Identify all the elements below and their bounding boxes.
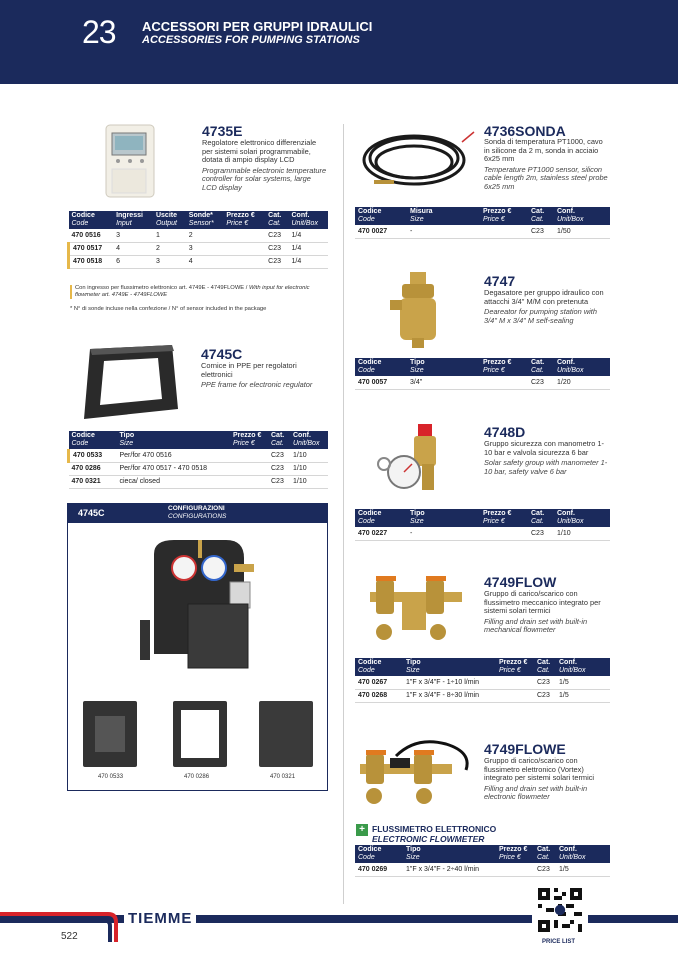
table-header xyxy=(355,509,610,527)
configurations-header xyxy=(68,504,327,523)
column-label-en: Size xyxy=(406,667,420,674)
table-cell: C23 xyxy=(265,242,288,255)
col-code xyxy=(355,658,403,676)
table-cell: 1/50 xyxy=(554,225,610,238)
table-cell xyxy=(496,689,534,702)
desc-it: Regolatore elettronico differenziale per sistemi solari programmabile, dotata di ampio display LCD xyxy=(202,138,317,165)
flowmeter-title-it: FLUSSIMETRO ELETTRONICO xyxy=(372,824,497,834)
col-input xyxy=(113,211,153,229)
column-label-it: Codice xyxy=(71,212,95,219)
column-label-en: Size xyxy=(410,216,424,223)
table-cell: cieca/ closed xyxy=(117,475,231,488)
table-row xyxy=(355,689,610,702)
footer-accent xyxy=(0,912,95,916)
table-cell xyxy=(223,255,265,268)
product-code-4749flowe: 4749FLOWE xyxy=(484,741,566,757)
column-label-en: Code xyxy=(71,440,89,447)
table-cell: C23 xyxy=(528,225,554,238)
col-output xyxy=(153,211,186,229)
safety-group-image xyxy=(376,420,452,498)
column-label-it: Tipo xyxy=(406,846,421,853)
col-type xyxy=(407,509,480,527)
table-row xyxy=(355,376,610,389)
column-label-en: Size xyxy=(406,854,420,861)
col-price xyxy=(496,845,534,863)
col-type xyxy=(403,658,496,676)
frame-label-0286: 470 0286 xyxy=(184,774,210,780)
column-label-en: Unit/Box xyxy=(293,440,320,447)
column-label-it: Conf. xyxy=(291,212,310,219)
col-unit xyxy=(554,509,610,527)
table-cell: 1/10 xyxy=(554,527,610,540)
column-label-en: Size xyxy=(119,440,134,447)
table-cell: 1/20 xyxy=(554,376,610,389)
table-row xyxy=(355,863,610,876)
column-label-it: Misura xyxy=(410,208,433,215)
column-label-en: Unit/Box xyxy=(557,367,584,374)
column-label-it: Codice xyxy=(358,208,382,215)
table-cell xyxy=(480,527,528,540)
table-cell xyxy=(223,242,265,255)
table-cell: 470 0516 xyxy=(69,229,114,242)
configurations-box xyxy=(67,503,328,791)
column-label-en: Cat. xyxy=(537,854,550,861)
table-4736sonda xyxy=(355,207,610,239)
product-desc-4745c: Cornice in PPE per regolatori elettronici PPE frame for electronic regulator xyxy=(201,361,313,390)
table-cell: 470 0267 xyxy=(355,676,403,689)
col-code xyxy=(69,431,117,449)
chapter-title-en: ACCESSORIES FOR PUMPING STATIONS xyxy=(142,34,360,46)
column-label-en: Price € xyxy=(499,854,521,861)
desc-en: Programmable electronic temperature controller for solar systems, large LCD display xyxy=(202,165,327,192)
column-label-en: Code xyxy=(358,518,375,525)
table-cell: C23 xyxy=(528,527,554,540)
col-price xyxy=(480,358,528,376)
column-label-it: Cat. xyxy=(531,208,545,215)
col-code xyxy=(355,207,407,225)
column-label-it: Conf. xyxy=(293,432,311,439)
product-desc-4748d: Gruppo sicurezza con manometro 1-10 bar e valvola sicurezza 6 bar Solar safety group with manometer 1-10 bar, safety valve 6 bar xyxy=(484,439,608,476)
column-label-it: Tipo xyxy=(410,359,425,366)
table-cell: 1/10 xyxy=(290,449,328,462)
frame-label-0321: 470 0321 xyxy=(270,774,296,780)
column-label-en: Input xyxy=(116,220,132,227)
table-cell: C23 xyxy=(534,689,556,702)
col-code xyxy=(355,509,407,527)
table-header xyxy=(69,431,329,449)
table-row xyxy=(355,527,610,540)
col-price xyxy=(496,658,534,676)
col-price xyxy=(480,207,528,225)
column-label-en: Code xyxy=(71,220,89,227)
column-divider xyxy=(343,124,344,904)
table-cell: 6 xyxy=(113,255,153,268)
column-label-en: Code xyxy=(358,854,375,861)
column-label-en: Price € xyxy=(233,440,255,447)
col-price xyxy=(480,509,528,527)
column-label-it: Tipo xyxy=(410,510,425,517)
table-row xyxy=(355,676,610,689)
column-label-en: Code xyxy=(358,216,375,223)
table-4749flowe xyxy=(355,845,610,877)
table-cell: - xyxy=(407,225,480,238)
table-cell: C23 xyxy=(534,863,556,876)
table-cell: C23 xyxy=(268,462,290,475)
deaerator-image xyxy=(388,270,448,350)
configurations-title-it: CONFIGURAZIONI xyxy=(168,505,225,512)
table-cell: C23 xyxy=(268,475,290,488)
table-cell: 1/10 xyxy=(290,462,328,475)
table-cell: 1/4 xyxy=(289,242,329,255)
column-label-en: Unit/Box xyxy=(557,216,584,223)
product-desc-4747: Degasatore per gruppo idraulico con attacchi 3/4" M/M con pretenuta Deareator for pumping station with 3/4" M x 3/4" M self-sealing xyxy=(484,288,604,325)
table-cell: 1/5 xyxy=(556,676,610,689)
table-cell: Per/for 470 0516 xyxy=(117,449,231,462)
table-cell: C23 xyxy=(528,376,554,389)
column-label-it: Tipo xyxy=(119,432,135,439)
column-label-it: Uscite xyxy=(155,212,177,219)
column-label-it: Codice xyxy=(358,659,382,666)
table-cell: C23 xyxy=(268,449,290,462)
table-row xyxy=(69,462,329,475)
product-code-4749flow: 4749FLOW xyxy=(484,574,557,590)
column-label-en: Unit/Box xyxy=(291,220,318,227)
table-4735e xyxy=(67,211,328,269)
column-label-en: Cat. xyxy=(531,367,544,374)
column-label-en: Output xyxy=(155,220,177,227)
column-label-en: Price € xyxy=(483,367,505,374)
table-cell: 1/4 xyxy=(289,229,329,242)
table-cell: 470 0517 xyxy=(69,242,114,255)
table-row xyxy=(69,229,329,242)
table-header xyxy=(355,845,610,863)
col-cat xyxy=(265,211,288,229)
col-unit xyxy=(554,207,610,225)
col-cat xyxy=(528,358,554,376)
column-label-en: Cat. xyxy=(271,440,284,447)
column-label-en: Cat. xyxy=(531,518,544,525)
table-cell: 1 xyxy=(153,229,186,242)
table-cell: 3/4" xyxy=(407,376,480,389)
table-cell xyxy=(223,229,265,242)
column-label-en: Price € xyxy=(499,667,521,674)
configurations-code: 4745C xyxy=(78,508,105,518)
column-label-it: Codice xyxy=(358,510,382,517)
frame-image xyxy=(76,343,180,423)
frame-470-0286-image xyxy=(172,700,228,768)
table-cell: 470 0269 xyxy=(355,863,403,876)
table-4748d xyxy=(355,509,610,541)
table-cell: C23 xyxy=(534,676,556,689)
col-price xyxy=(230,431,268,449)
table-cell xyxy=(480,225,528,238)
table-cell: 470 0268 xyxy=(355,689,403,702)
frame-470-0321-image xyxy=(258,700,314,768)
col-unit xyxy=(556,845,610,863)
flowmeter-title-en: ELECTRONIC FLOWMETER xyxy=(372,834,485,844)
table-cell: 1"F x 3/4"F - 2÷40 l/min xyxy=(403,863,496,876)
qr-code-icon xyxy=(538,888,582,932)
column-label-it: Sonde* xyxy=(188,212,213,219)
col-type xyxy=(117,431,231,449)
price-list-label: PRICE LIST xyxy=(542,939,576,945)
table-row xyxy=(69,449,329,462)
table-cell: 3 xyxy=(113,229,153,242)
frame-label-0533: 470 0533 xyxy=(98,774,124,780)
table-cell: 2 xyxy=(186,229,224,242)
table-cell: 4 xyxy=(186,255,224,268)
table-cell: 1/4 xyxy=(289,255,329,268)
col-unit xyxy=(554,358,610,376)
table-cell: 470 0227 xyxy=(355,527,407,540)
table-row xyxy=(69,255,329,268)
column-label-it: Prezzo € xyxy=(233,432,262,439)
table-cell: 470 0533 xyxy=(69,449,117,462)
column-label-it: Cat. xyxy=(271,432,285,439)
page-header xyxy=(0,0,678,84)
column-label-en: Code xyxy=(358,667,375,674)
table-cell: - xyxy=(407,527,480,540)
col-cat xyxy=(268,431,290,449)
table-cell: 470 0321 xyxy=(69,475,117,488)
col-code xyxy=(355,845,403,863)
column-label-it: Conf. xyxy=(559,659,577,666)
table-cell xyxy=(230,475,268,488)
col-type xyxy=(403,845,496,863)
configurations-title-en: CONFIGURATIONS xyxy=(168,513,227,520)
column-label-it: Cat. xyxy=(268,212,282,219)
column-label-en: Unit/Box xyxy=(559,854,586,861)
product-code-4747: 4747 xyxy=(484,273,516,289)
column-label-it: Cat. xyxy=(531,359,545,366)
table-4745c xyxy=(67,431,328,489)
table-row xyxy=(69,475,329,488)
brand-name: TIEMME xyxy=(124,910,196,927)
table-cell: C23 xyxy=(265,229,288,242)
product-code-4736sonda: 4736SONDA xyxy=(484,123,566,139)
table-header xyxy=(355,658,610,676)
table-cell xyxy=(496,676,534,689)
column-label-it: Cat. xyxy=(531,510,545,517)
table-header xyxy=(355,358,610,376)
product-code-4748d: 4748D xyxy=(484,424,526,440)
col-cat xyxy=(534,658,556,676)
column-label-it: Codice xyxy=(358,846,382,853)
table-cell: 470 0286 xyxy=(69,462,117,475)
table-cell: 3 xyxy=(153,255,186,268)
flow-set-image xyxy=(366,570,466,648)
column-label-it: Conf. xyxy=(557,359,575,366)
flowmeter-icon: + xyxy=(356,824,368,836)
col-price xyxy=(223,211,265,229)
table-row xyxy=(355,225,610,238)
table-header xyxy=(355,207,610,225)
flowe-set-image xyxy=(356,736,474,810)
column-label-en: Price € xyxy=(226,220,249,227)
table-cell: 1"F x 3/4"F - 8÷30 l/min xyxy=(403,689,496,702)
column-label-it: Conf. xyxy=(557,208,575,215)
col-unit xyxy=(290,431,328,449)
brand-logo-icon xyxy=(86,908,126,944)
col-unit xyxy=(289,211,329,229)
col-sensor xyxy=(186,211,224,229)
column-label-en: Price € xyxy=(483,518,505,525)
table-cell xyxy=(480,376,528,389)
column-label-it: Cat. xyxy=(537,659,551,666)
table-4747 xyxy=(355,358,610,390)
pumping-station-image xyxy=(134,534,264,674)
column-label-it: Tipo xyxy=(406,659,421,666)
product-desc-4749flowe: Gruppo di carico/scarico con flussimetro elettronico (Vortex) integrato per sistemi solari termici Filling and drain set with built-in electronic flowmeter xyxy=(484,756,595,802)
table-cell xyxy=(230,462,268,475)
col-cat xyxy=(528,509,554,527)
col-type xyxy=(407,358,480,376)
column-label-en: Unit/Box xyxy=(557,518,584,525)
column-label-en: Cat. xyxy=(531,216,544,223)
column-label-it: Conf. xyxy=(559,846,577,853)
column-label-en: Code xyxy=(358,367,375,374)
sensor-cable-image xyxy=(358,122,480,196)
column-label-en: Cat. xyxy=(268,220,281,227)
product-desc-4736sonda: Sonda di temperatura PT1000, cavo in silicone da 2 m, sonda in acciaio 6x25 mm Temperature PT1000 sensor, silicon cable length 2m, stainless steel probe 6x25 mm xyxy=(484,137,608,191)
col-code xyxy=(355,358,407,376)
table-cell: 1/5 xyxy=(556,863,610,876)
column-label-en: Size xyxy=(410,367,424,374)
table-4749flow xyxy=(355,658,610,703)
column-label-it: Prezzo € xyxy=(226,212,255,219)
column-label-it: Ingressi xyxy=(116,212,143,219)
product-desc-4749flow: Gruppo di carico/scarico con flussimetro meccanico integrato per sistemi solari termici Filling and drain set with built-in mechanical flowmeter xyxy=(484,589,601,635)
table-cell: 3 xyxy=(186,242,224,255)
page-number: 522 xyxy=(61,931,78,942)
table-cell: Per/for 470 0517 - 470 0518 xyxy=(117,462,231,475)
chapter-number: 23 xyxy=(82,14,116,50)
frame-470-0533-image xyxy=(82,700,138,768)
controller-image xyxy=(104,123,156,199)
col-cat xyxy=(528,207,554,225)
column-label-it: Cat. xyxy=(537,846,551,853)
table-cell: 1"F x 3/4"F - 1÷10 l/min xyxy=(403,676,496,689)
col-cat xyxy=(534,845,556,863)
chapter-title-it: ACCESSORI PER GRUPPI IDRAULICI xyxy=(142,19,373,34)
column-label-en: Price € xyxy=(483,216,505,223)
qr-code-container[interactable] xyxy=(532,888,588,938)
table-row xyxy=(69,242,329,255)
column-label-it: Prezzo € xyxy=(483,359,512,366)
col-size xyxy=(407,207,480,225)
col-code xyxy=(69,211,114,229)
table-cell: 2 xyxy=(153,242,186,255)
product-code-4745c: 4745C xyxy=(201,346,243,362)
table-cell xyxy=(496,863,534,876)
column-label-en: Sensor* xyxy=(188,220,214,227)
table-cell: 470 0057 xyxy=(355,376,407,389)
note-flowmeter: Con ingresso per flussimetro elettronico art. 4749E - 4749FLOWE / With input for electronic flowmeter art. 4749E - 4749FLOWE xyxy=(70,285,328,299)
column-label-it: Prezzo € xyxy=(483,510,512,517)
product-desc-4735e xyxy=(202,139,327,193)
column-label-it: Prezzo € xyxy=(483,208,512,215)
table-cell xyxy=(230,449,268,462)
column-label-it: Prezzo € xyxy=(499,659,528,666)
column-label-it: Codice xyxy=(71,432,95,439)
note-sensors: * N° di sonde incluse nella confezione / N° of sensor included in the package xyxy=(70,306,267,312)
column-label-en: Unit/Box xyxy=(559,667,586,674)
col-unit xyxy=(556,658,610,676)
column-label-it: Codice xyxy=(358,359,382,366)
column-label-en: Size xyxy=(410,518,424,525)
table-cell: 1/5 xyxy=(556,689,610,702)
table-header xyxy=(69,211,329,229)
table-cell: 4 xyxy=(113,242,153,255)
product-code-4735e: 4735E xyxy=(202,123,243,139)
table-cell: 1/10 xyxy=(290,475,328,488)
column-label-it: Conf. xyxy=(557,510,575,517)
column-label-it: Prezzo € xyxy=(499,846,528,853)
table-cell: 470 0027 xyxy=(355,225,407,238)
table-cell: C23 xyxy=(265,255,288,268)
column-label-en: Cat. xyxy=(537,667,550,674)
table-cell: 470 0518 xyxy=(69,255,114,268)
